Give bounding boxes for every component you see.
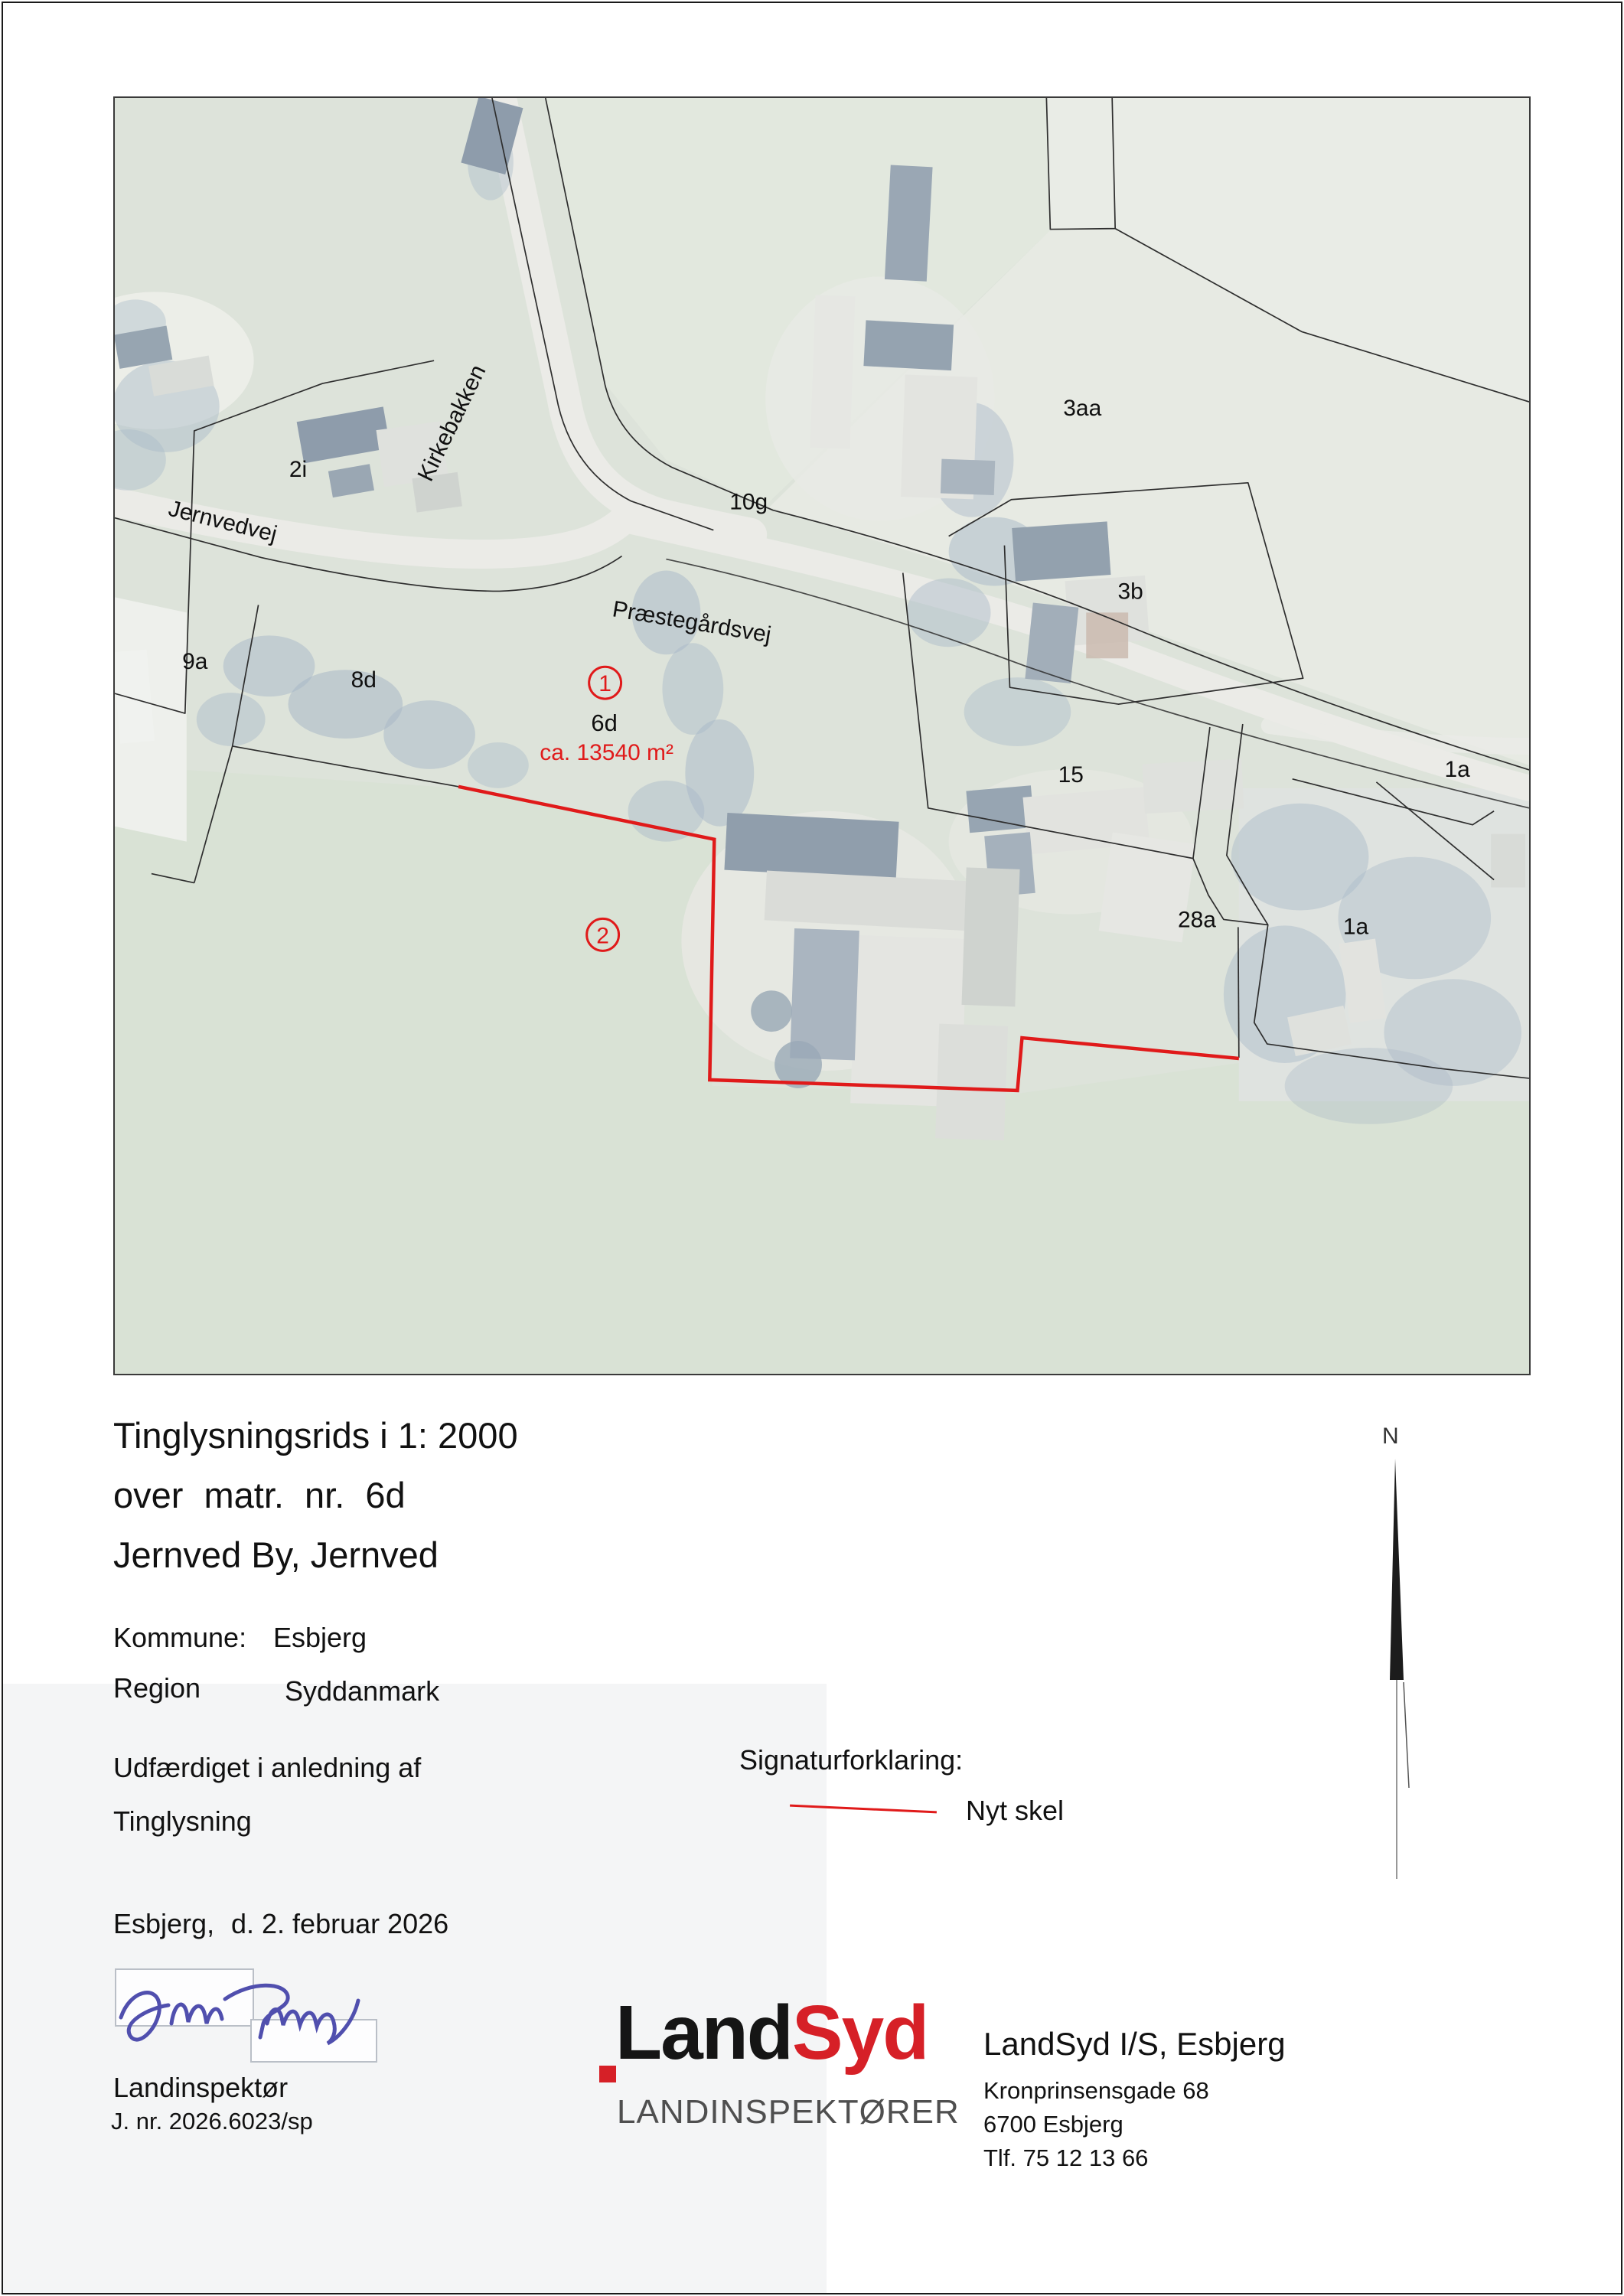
parcel-label-8d: 8d (351, 667, 377, 693)
road-label-jernvedvej: Jernvedvej (165, 495, 280, 547)
parcel-label-28a: 28a (1177, 907, 1216, 933)
road-label-kirkebakken: Kirkebakken (413, 360, 491, 486)
north-label: N (1382, 1424, 1399, 1449)
purpose-line1: Udfærdiget i anledning af (113, 1752, 422, 1783)
parcel-label-1a-lower: 1a (1342, 914, 1369, 940)
parcel-label-15: 15 (1058, 762, 1084, 788)
logo-word-red: Syd (791, 1990, 928, 2076)
logo-word-black: Land (615, 1990, 792, 2076)
parcel-label-1a-upper: 1a (1444, 756, 1470, 782)
signoff-date: d. 2. februar 2026 (231, 1908, 449, 1939)
parcel-area-text: ca. 13540 m² (540, 739, 673, 765)
north-arrow-icon (1385, 1454, 1416, 1890)
signoff-place: Esbjerg, (113, 1908, 215, 1939)
parcel-label-2i: 2i (289, 456, 308, 482)
aerial-map-svg (115, 98, 1529, 1374)
parcel-label-6d: 6d (591, 709, 618, 737)
handwritten-signature (107, 1973, 406, 2069)
logo-red-square (599, 2066, 616, 2082)
signoff-journal: J. nr. 2026.6023/sp (111, 2108, 313, 2135)
kommune-label: Kommune: (113, 1622, 247, 1653)
company-phone: Tlf. 75 12 13 66 (983, 2144, 1149, 2171)
doc-title-line3: Jernved By, Jernved (113, 1534, 439, 1575)
region-value: Syddanmark (285, 1675, 440, 1707)
parcel-label-3aa: 3aa (1063, 396, 1102, 422)
area-index-1: 1 (598, 671, 611, 697)
area-index-2: 2 (596, 923, 609, 949)
logo-subtitle: LANDINSPEKTØRER (617, 2093, 960, 2131)
company-address-line2: 6700 Esbjerg (983, 2111, 1123, 2138)
company-name: LandSyd I/S, Esbjerg (983, 2026, 1286, 2062)
company-address-line1: Kronprinsensgade 68 (983, 2077, 1209, 2104)
kommune-value: Esbjerg (273, 1622, 367, 1653)
parcel-label-3b: 3b (1117, 579, 1143, 605)
logo-wordmark (615, 1990, 928, 2076)
doc-title-line2: over matr. nr. 6d (113, 1475, 406, 1515)
legend-heading: Signaturforklaring: (739, 1744, 964, 1776)
parcel-label-10g: 10g (729, 489, 768, 515)
signoff-role: Landinspektør (113, 2072, 289, 2103)
road-label-praestegaardsvej: Præstegårdsvej (610, 596, 774, 648)
region-label: Region (113, 1672, 201, 1704)
parcel-label-9a: 9a (182, 649, 208, 675)
purpose-line2: Tinglysning (113, 1805, 252, 1837)
aerial-map (113, 96, 1531, 1375)
legend-item-label: Nyt skel (966, 1795, 1065, 1826)
doc-title-line1: Tinglysningsrids i 1: 2000 (113, 1415, 518, 1456)
